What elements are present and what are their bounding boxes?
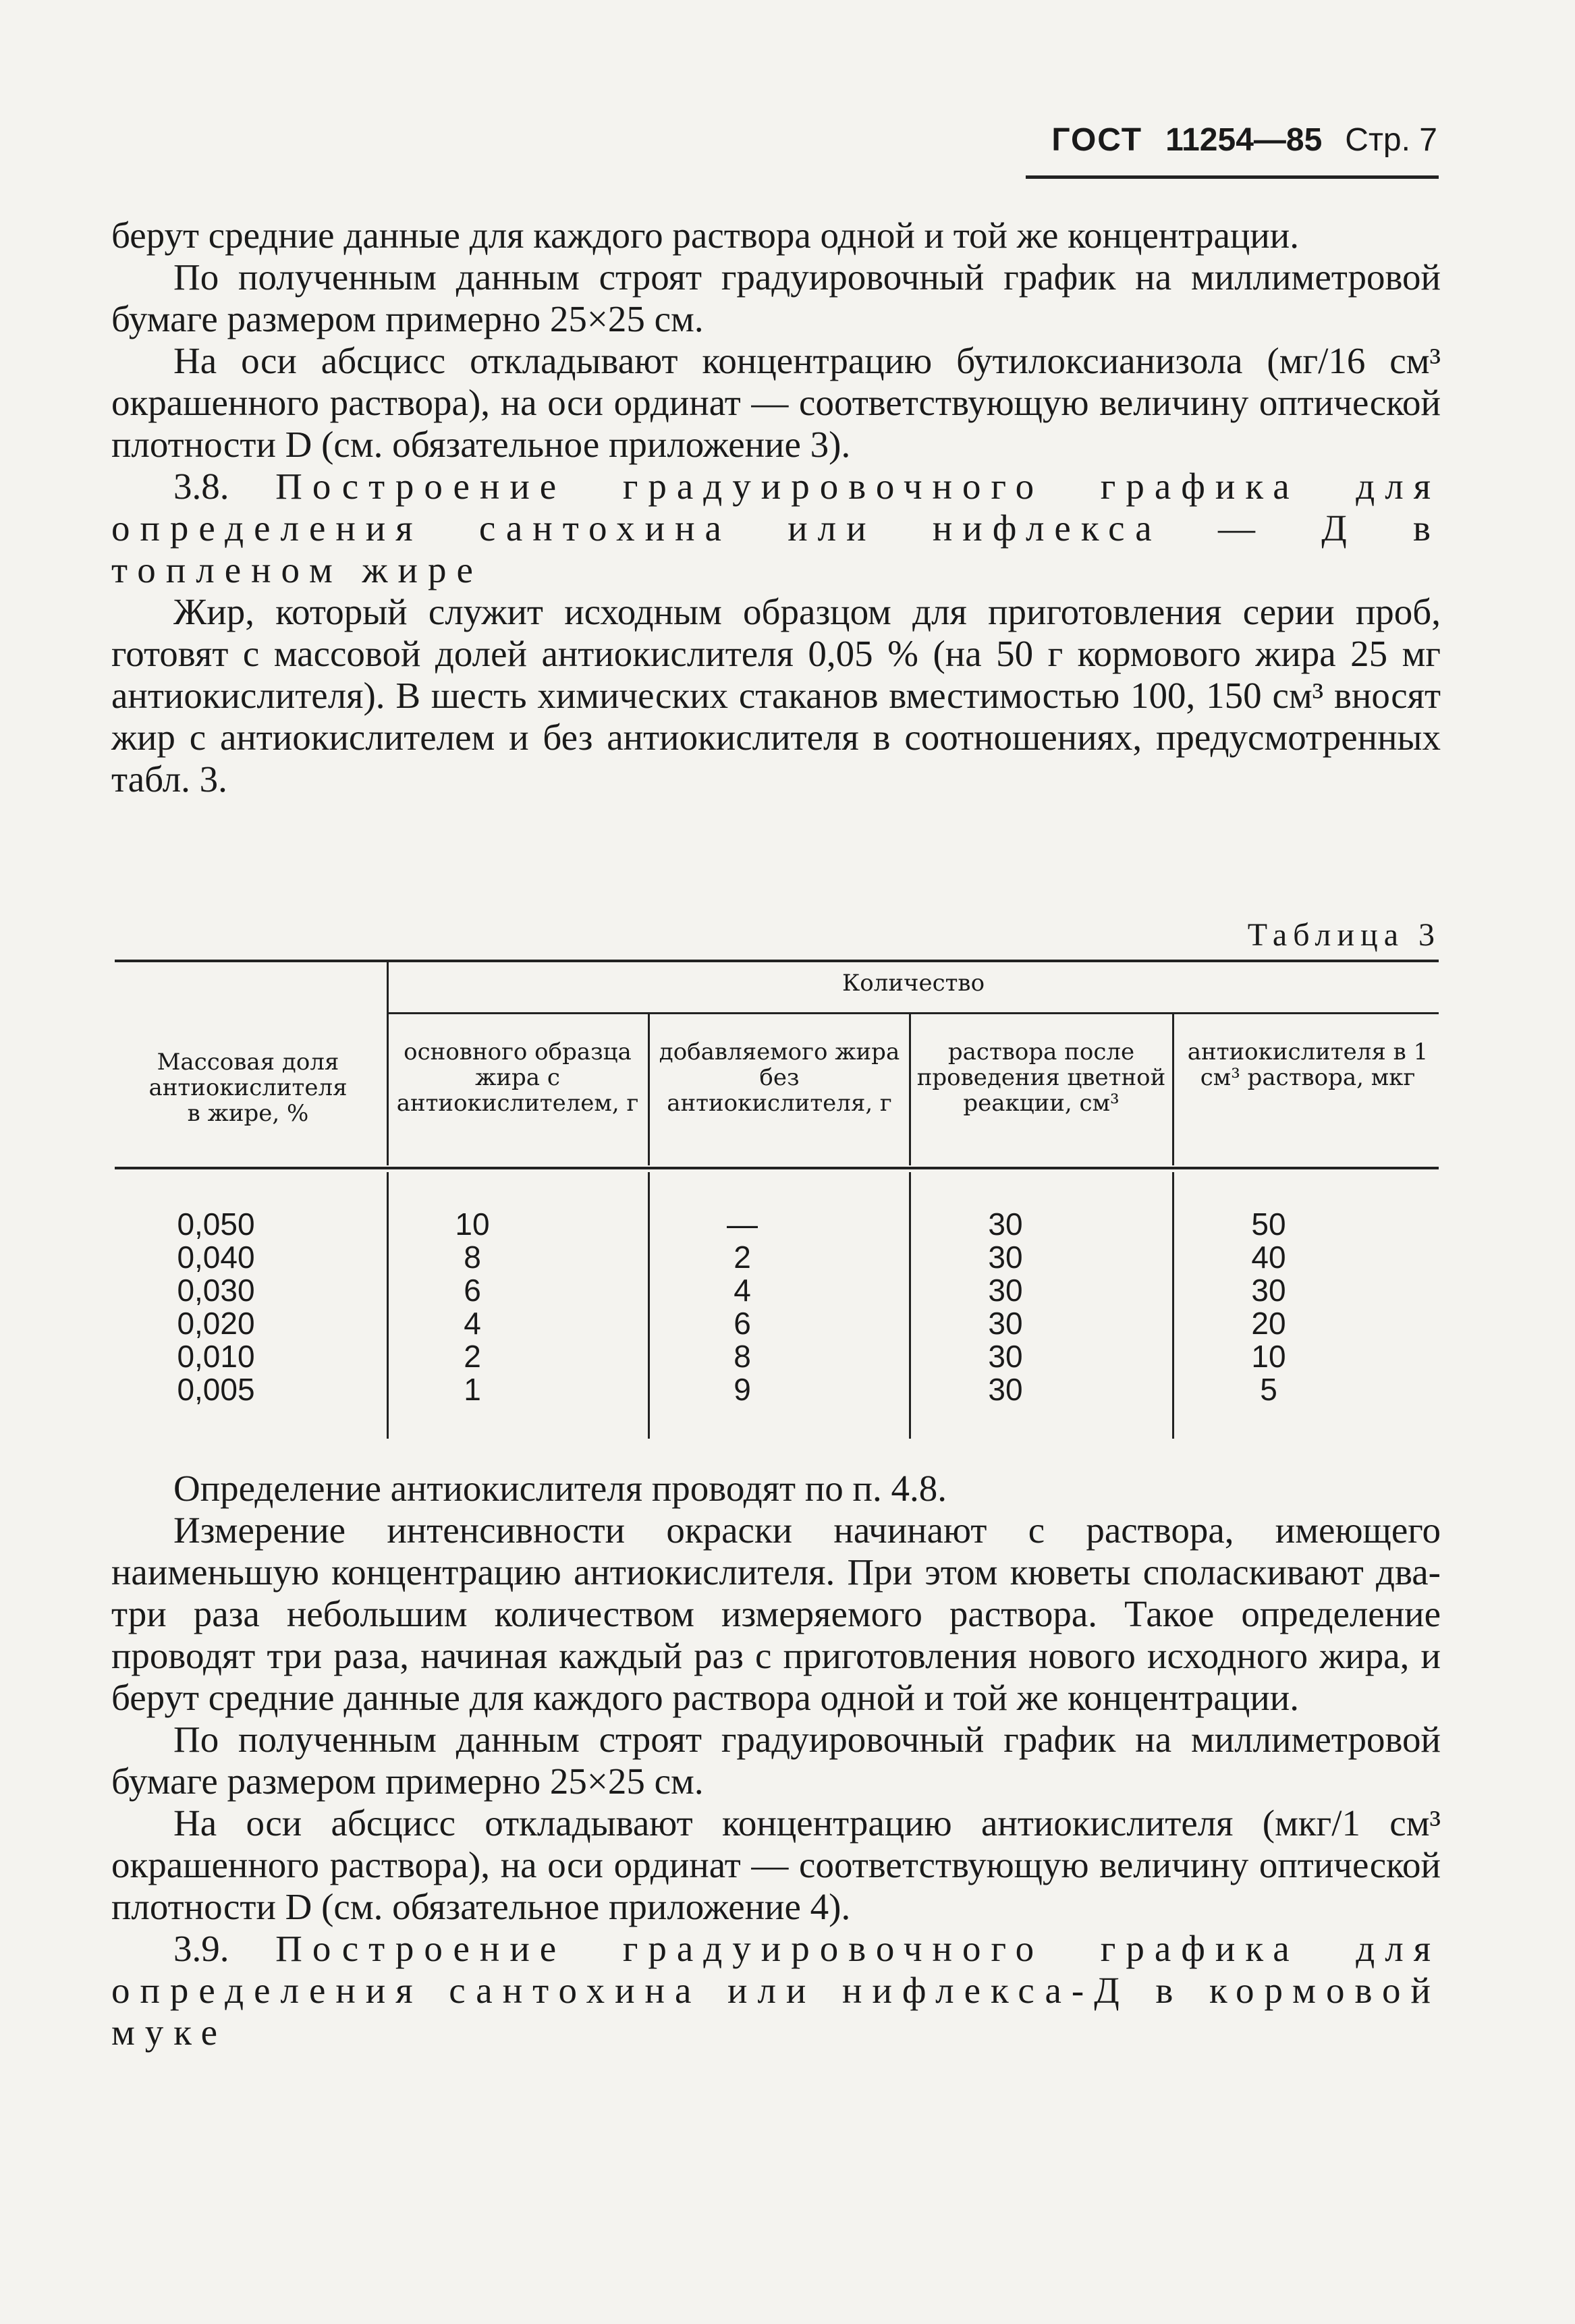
table-cell: 30	[988, 1372, 1023, 1407]
table-cell: 9	[734, 1372, 751, 1407]
column-base-sample	[425, 1208, 520, 1406]
table-cell: 30	[988, 1207, 1023, 1242]
table-cell: 10	[1251, 1339, 1286, 1374]
table-cell: 30	[988, 1306, 1023, 1341]
section-number: 3.8.	[173, 466, 229, 507]
table-cell: 30	[988, 1273, 1023, 1308]
table-divider	[909, 1014, 911, 1165]
paragraph: На оси абсцисс откладывают концентрацию антиокислителя (мкг/1 см³ окрашенного раствора), на оси ординат — соответствующую величину оптической плотности D (см. обязательное приложение 4).	[111, 1802, 1441, 1927]
column-antioxidant-content	[1221, 1208, 1316, 1406]
table-group-header: Количество	[841, 970, 985, 997]
table-group-rule	[388, 1012, 1439, 1014]
table-cell: 0,005	[177, 1372, 255, 1407]
table-divider	[909, 1172, 911, 1439]
column-added-fat	[695, 1208, 790, 1406]
table-cell: —	[727, 1207, 758, 1242]
text-block-top	[111, 215, 1441, 800]
page-number: Стр. 7	[1345, 122, 1437, 158]
table-cell: 4	[734, 1273, 751, 1308]
section-heading	[111, 466, 1441, 591]
table-divider	[1172, 1172, 1174, 1439]
text-block-bottom	[111, 1468, 1441, 2053]
table-cell: 0,040	[177, 1240, 255, 1275]
table-cell: 0,050	[177, 1207, 255, 1242]
column-mass-fraction	[115, 1208, 317, 1406]
table-cell: 0,010	[177, 1339, 255, 1374]
table-cell: 8	[734, 1339, 751, 1374]
column-header-base-sample: основного образца жира с антиокислителем, г	[396, 1039, 639, 1117]
paragraph: По полученным данным строят градуировочный график на миллиметровой бумаге размером примерно 25×25 см.	[111, 256, 1441, 339]
table-divider	[648, 1014, 650, 1165]
table-cell: 2	[734, 1240, 751, 1275]
table-header-rule	[115, 1167, 1439, 1169]
column-header-antioxidant-content: антиокислителя в 1 см³ раствора, мкг	[1187, 1039, 1429, 1091]
table-cell: 30	[988, 1339, 1023, 1374]
page-header	[1026, 121, 1437, 159]
table-cell: 0,020	[177, 1306, 255, 1341]
table-cell: 5	[1260, 1372, 1277, 1407]
table-caption: Таблица 3	[1247, 917, 1441, 953]
table-divider	[387, 1172, 389, 1439]
header-rule	[1026, 175, 1439, 179]
table-divider	[1172, 1014, 1174, 1165]
paragraph: На оси абсцисс откладывают концентрацию бутилоксианизола (мг/16 см³ окрашенного раствора), на оси ординат — соответствующую величину оптической плотности D (см. обязательное приложение 3).	[111, 340, 1441, 465]
table-cell: 30	[1251, 1273, 1286, 1308]
paragraph: По полученным данным строят градуировочный график на миллиметровой бумаге размером примерно 25×25 см.	[111, 1719, 1441, 1802]
data-table	[115, 960, 1439, 1445]
paragraph: Измерение интенсивности окраски начинают с раствора, имеющего наименьшую концентрацию антиокислителя. При этом кюветы споласкивают два-три раза небольшим количеством измеряемого раствора. Такое определение проводят три раза, начиная каждый раз с приготовления нового исходного жира, и берут средние данные для каждого раствора одной и той же концентрации.	[111, 1510, 1441, 1718]
table-cell: 0,030	[177, 1273, 255, 1308]
table-cell: 40	[1251, 1240, 1286, 1275]
paragraph: Жир, который служит исходным образцом для приготовления серии проб, готовят с массовой долей антиокислителя 0,05 % (на 50 г кормового жира 25 мг антиокислителя). В шесть химических стаканов вместимостью 100, 150 см³ вносят жир с антиокислителем и без антиокислителя в соотношениях, предусмотренных табл. 3.	[111, 591, 1441, 800]
table-divider	[648, 1172, 650, 1439]
table-cell: 50	[1251, 1207, 1286, 1242]
standard-label: ГОСТ	[1051, 122, 1143, 158]
section-heading	[111, 1928, 1441, 2053]
paragraph: Определение антиокислителя проводят по п. 4.8.	[173, 1468, 947, 1509]
table-cell: 4	[464, 1306, 481, 1341]
standard-number: 11254—85	[1165, 122, 1323, 158]
table-cell: 6	[464, 1273, 481, 1308]
table-cell: 10	[455, 1207, 490, 1242]
table-top-rule	[115, 960, 1439, 962]
paragraph-continuation: берут средние данные для каждого раствора одной и той же концентрации.	[111, 215, 1299, 256]
section-title: Построение градуировочного графика для определения сантохина или нифлекса — Д в топленом жире	[111, 466, 1441, 590]
table-cell: 1	[464, 1372, 481, 1407]
section-number: 3.9.	[173, 1928, 229, 1969]
table-cell: 8	[464, 1240, 481, 1275]
column-header-added-fat: добавляемого жира без антиокислителя, г	[659, 1039, 900, 1117]
column-header-mass-fraction: Массовая доля антиокислителя в жире, %	[148, 1048, 348, 1127]
column-header-solution-volume: раствора после проведения цветной реакции, см³	[916, 1039, 1166, 1117]
section-title: Построение градуировочного графика для определения сантохина или нифлекса-Д в кормовой муке	[111, 1928, 1441, 2053]
table-cell: 2	[464, 1339, 481, 1374]
table-cell: 30	[988, 1240, 1023, 1275]
table-cell: 20	[1251, 1306, 1286, 1341]
table-cell: 6	[734, 1306, 751, 1341]
column-solution-volume	[958, 1208, 1053, 1406]
